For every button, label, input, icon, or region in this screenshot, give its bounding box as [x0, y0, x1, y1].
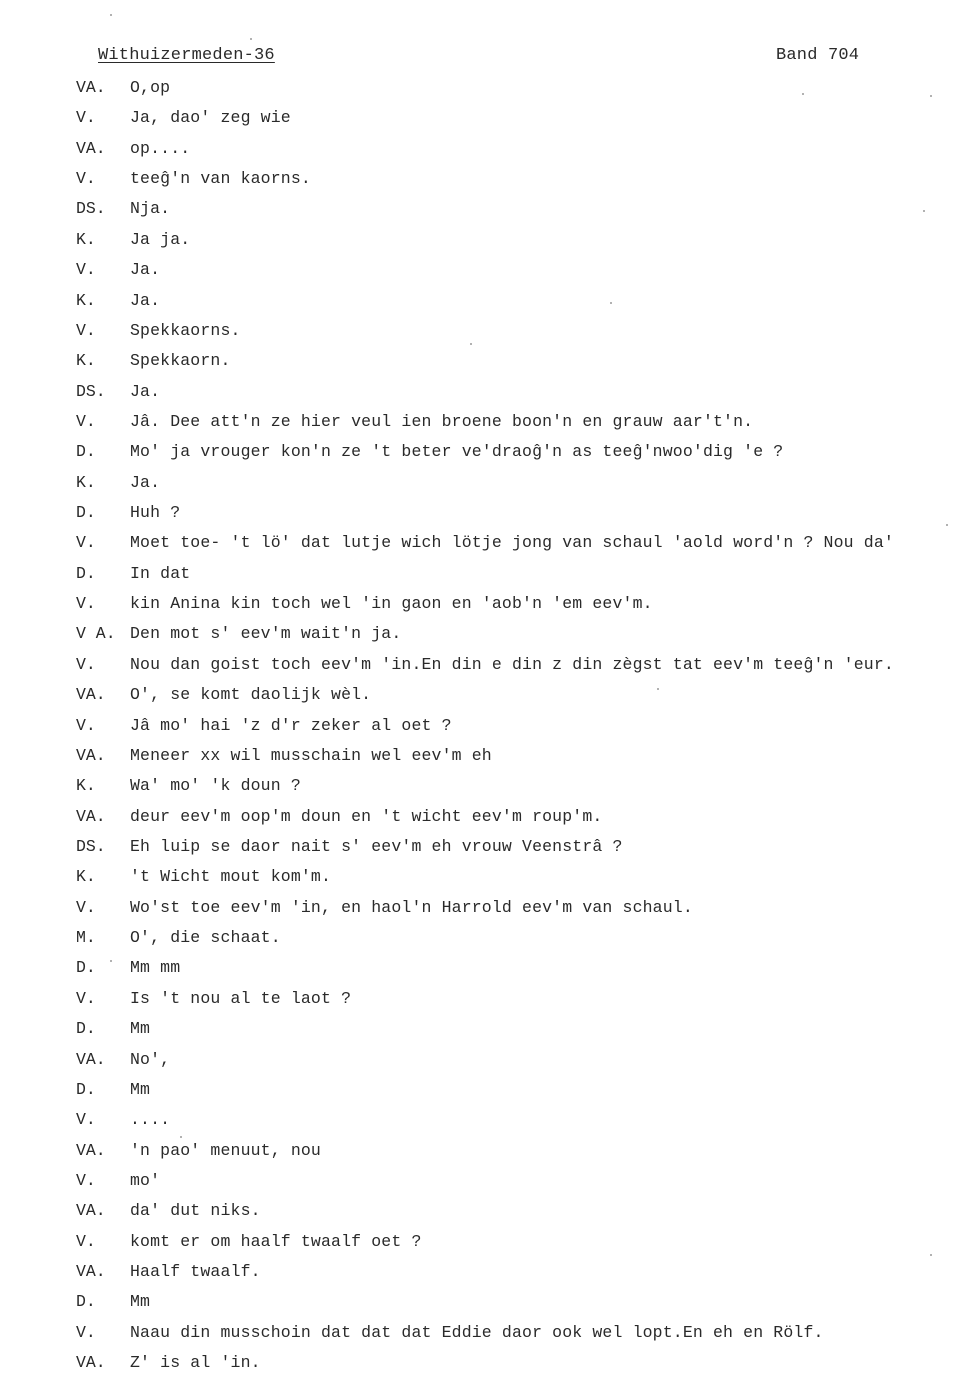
transcript-line [0, 928, 973, 958]
utterance-text: Ja. [130, 290, 161, 310]
speaker-label: V. [76, 260, 96, 280]
utterance-text: O,op [130, 78, 171, 97]
speaker-label: V. [76, 1322, 96, 1342]
transcript-line [0, 139, 973, 169]
scan-speck [930, 95, 932, 97]
scan-speck [110, 14, 112, 16]
utterance-text: O', se komt daolijk wèl. [130, 685, 372, 705]
utterance-text: Moet toe- 't lö' dat lutje wich lötje jong van schaul 'aold word'n ? Nou da' [130, 533, 894, 553]
speaker-label: V. [76, 411, 96, 431]
scan-speck [250, 38, 252, 40]
speaker-label: V A. [76, 624, 116, 644]
transcript-line [0, 1292, 973, 1322]
speaker-label: D. [76, 1019, 96, 1039]
transcript-line [0, 473, 973, 503]
speaker-label: VA. [76, 1140, 106, 1160]
speaker-label: K. [76, 290, 96, 310]
speaker-label: V. [76, 594, 96, 614]
transcript-line [0, 1080, 973, 1110]
utterance-text: Ja. [130, 472, 161, 492]
transcript-line [0, 898, 973, 928]
transcript-line [0, 716, 973, 746]
transcript-line [0, 867, 973, 897]
speaker-label: K. [76, 229, 96, 249]
speaker-label: V. [76, 715, 96, 735]
transcript-line [0, 1171, 973, 1201]
speaker-label: K. [76, 867, 96, 887]
transcript-line [0, 958, 973, 988]
utterance-text: Ja ja. [130, 229, 191, 249]
transcript-line [0, 564, 973, 594]
utterance-text: Ja. [130, 260, 161, 280]
speaker-label: VA. [76, 685, 106, 705]
utterance-text: Mm [130, 1019, 151, 1039]
speaker-label: V. [76, 1231, 96, 1251]
transcript-line [0, 78, 973, 108]
utterance-text: Den mot s' eev'm wait'n ja. [130, 624, 402, 644]
speaker-label: D. [76, 1292, 96, 1312]
transcript-line [0, 351, 973, 381]
speaker-label: D. [76, 1079, 96, 1099]
speaker-label: VA. [76, 1262, 106, 1282]
speaker-label: V. [76, 654, 96, 674]
scan-speck [657, 688, 659, 690]
utterance-text: No', [130, 1049, 171, 1069]
speaker-label: VA. [76, 78, 106, 97]
utterance-text: Nja. [130, 199, 171, 219]
utterance-text: Jâ mo' hai 'z d'r zeker al oet ? [130, 715, 452, 735]
utterance-text: Meneer xx wil musschain wel eev'm eh [130, 745, 492, 765]
transcript-line [0, 442, 973, 472]
speaker-label: DS. [76, 381, 106, 401]
utterance-text: op.... [130, 138, 191, 158]
utterance-text: da' dut niks. [130, 1201, 261, 1221]
utterance-text: Eh luip se daor nait s' eev'm eh vrouw Veenstrâ ? [130, 836, 623, 856]
speaker-label: M. [76, 928, 96, 948]
utterance-text: kin Anina kin toch wel 'in gaon en 'aob'n 'em eev'm. [130, 594, 653, 614]
speaker-label: V. [76, 1110, 96, 1130]
speaker-label: VA. [76, 1353, 106, 1373]
scan-speck [946, 524, 948, 526]
transcript-lines [0, 78, 973, 1383]
transcript-line [0, 989, 973, 1019]
utterance-text: Huh ? [130, 503, 181, 523]
scan-speck [180, 1136, 182, 1138]
utterance-text: Mm mm [130, 958, 181, 978]
transcript-line [0, 837, 973, 867]
transcript-line [0, 169, 973, 199]
speaker-label: K. [76, 472, 96, 492]
transcript-line [0, 1201, 973, 1231]
utterance-text: Spekkaorns. [130, 320, 241, 340]
transcript-line [0, 624, 973, 654]
utterance-text: komt er om haalf twaalf oet ? [130, 1231, 422, 1251]
scan-speck [802, 93, 804, 95]
transcript-line [0, 199, 973, 229]
scan-speck [110, 960, 112, 962]
transcript-line [0, 1141, 973, 1171]
transcript-line [0, 260, 973, 290]
speaker-label: VA. [76, 1049, 106, 1069]
utterance-text: In dat [130, 563, 191, 583]
utterance-text: 't Wicht mout kom'm. [130, 867, 332, 887]
transcript-line [0, 230, 973, 260]
utterance-text: Jâ. Dee att'n ze hier veul ien broene boon'n en grauw aar't'n. [130, 411, 754, 431]
utterance-text: Naau din musschoin dat dat dat Eddie daor ook wel lopt.En eh en Rölf. [130, 1322, 824, 1342]
transcript-line [0, 1262, 973, 1292]
transcript-line [0, 655, 973, 685]
transcript-line [0, 412, 973, 442]
transcript-line [0, 382, 973, 412]
speaker-label: VA. [76, 806, 106, 826]
utterance-text: 'n pao' menuut, nou [130, 1140, 321, 1160]
transcript-line [0, 746, 973, 776]
speaker-label: V. [76, 108, 96, 128]
speaker-label: VA. [76, 745, 106, 765]
utterance-text: Spekkaorn. [130, 351, 231, 371]
transcript-line [0, 776, 973, 806]
document-title: Withuizermeden-36 [98, 46, 275, 65]
transcript-line [0, 291, 973, 321]
speaker-label: D. [76, 442, 96, 462]
utterance-text: Mm [130, 1079, 151, 1099]
transcript-line [0, 533, 973, 563]
transcript-line [0, 1323, 973, 1353]
speaker-label: V. [76, 988, 96, 1008]
speaker-label: VA. [76, 1201, 106, 1221]
scan-speck [930, 1254, 932, 1256]
utterance-text: Ja. [130, 381, 161, 401]
transcript-line [0, 685, 973, 715]
scan-speck [610, 302, 612, 304]
band-number: Band 704 [776, 46, 860, 65]
utterance-text: Mm [130, 1292, 151, 1312]
utterance-text: Z' is al 'in. [130, 1353, 261, 1373]
speaker-label: D. [76, 958, 96, 978]
speaker-label: D. [76, 563, 96, 583]
utterance-text: mo' [130, 1170, 161, 1190]
scan-speck [923, 210, 925, 212]
speaker-label: V. [76, 169, 96, 189]
utterance-text: Nou dan goist toch eev'm 'in.En din e din z din zègst tat eev'm teeĝ'n 'eur. [130, 654, 894, 674]
transcript-line [0, 594, 973, 624]
transcript-line [0, 1232, 973, 1262]
speaker-label: K. [76, 776, 96, 796]
transcript-line [0, 1110, 973, 1140]
transcript-line [0, 321, 973, 351]
speaker-label: V. [76, 897, 96, 917]
speaker-label: DS. [76, 836, 106, 856]
speaker-label: V. [76, 533, 96, 553]
scan-speck [470, 343, 472, 345]
utterance-text: O', die schaat. [130, 928, 281, 948]
transcript-line [0, 1353, 973, 1383]
transcript-line [0, 503, 973, 533]
utterance-text: Haalf twaalf. [130, 1262, 261, 1282]
utterance-text: Wa' mo' 'k doun ? [130, 776, 301, 796]
transcript-line [0, 1050, 973, 1080]
transcript-line [0, 1019, 973, 1049]
speaker-label: DS. [76, 199, 106, 219]
utterance-text: Is 't nou al te laot ? [130, 988, 352, 1008]
utterance-text: Mo' ja vrouger kon'n ze 't beter ve'draoĝ'n as teeĝ'nwoo'dig 'e ? [130, 442, 784, 462]
speaker-label: D. [76, 503, 96, 523]
utterance-text: teeĝ'n van kaorns. [130, 169, 311, 189]
speaker-label: K. [76, 351, 96, 371]
utterance-text: Ja, dao' zeg wie [130, 108, 291, 128]
utterance-text: Wo'st toe eev'm 'in, en haol'n Harrold eev'm van schaul. [130, 897, 693, 917]
speaker-label: V. [76, 320, 96, 340]
speaker-label: VA. [76, 138, 106, 158]
transcript-line [0, 108, 973, 138]
utterance-text: deur eev'm oop'm doun en 't wicht eev'm roup'm. [130, 806, 603, 826]
utterance-text: .... [130, 1110, 171, 1130]
transcript-line [0, 807, 973, 837]
speaker-label: V. [76, 1170, 96, 1190]
